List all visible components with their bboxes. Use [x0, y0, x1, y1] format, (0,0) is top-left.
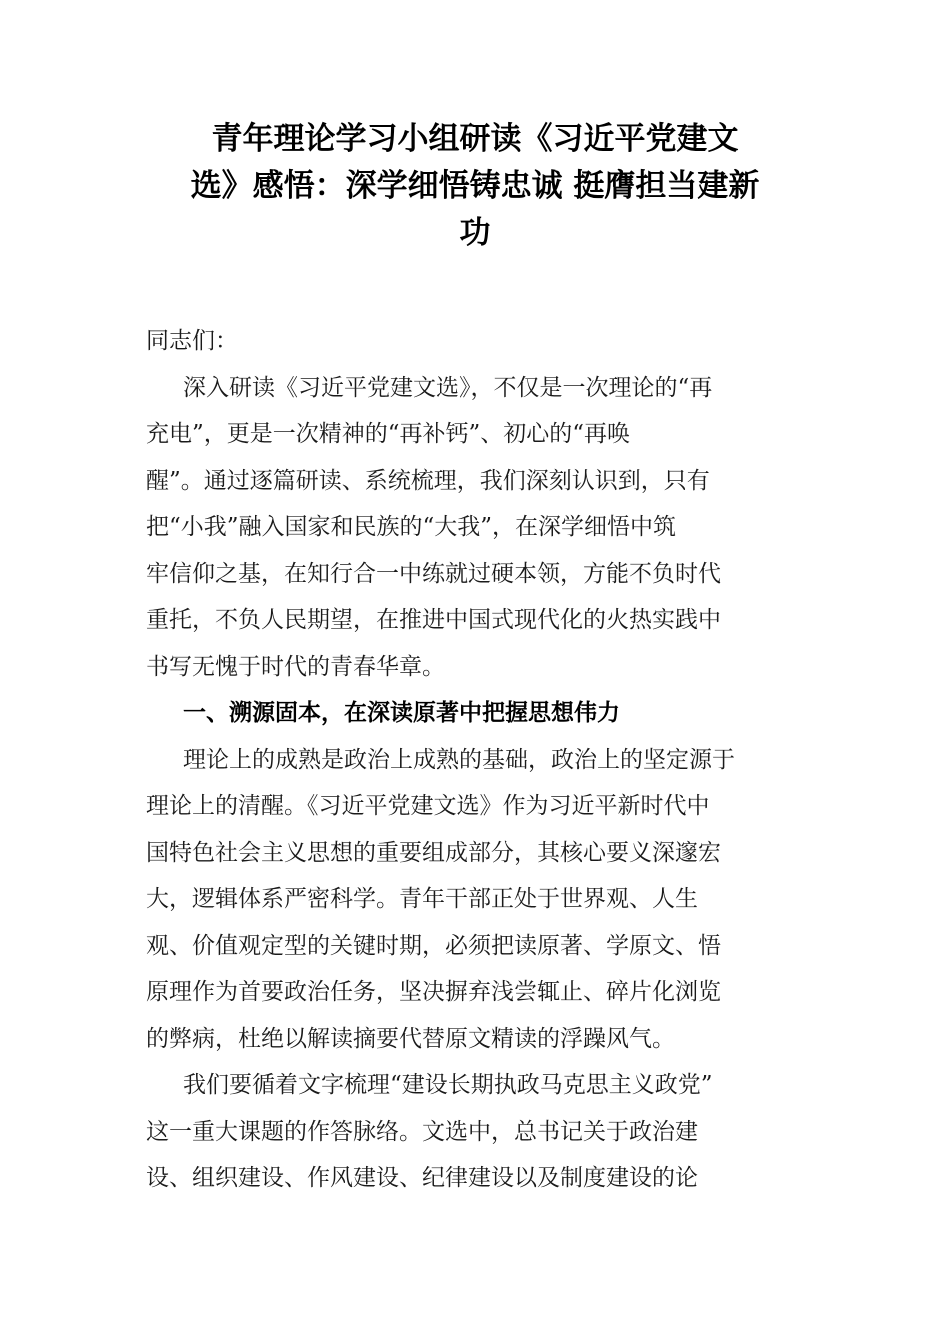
paragraph-line: 牢信仰之基，在知行合一中练就过硬本领，方能不负时代 — [146, 560, 721, 587]
intro-paragraph — [146, 365, 806, 691]
paragraph-line: 书写无愧于时代的青春华章。 — [146, 653, 445, 680]
paragraph-line: 的弊病，杜绝以解读摘要代替原文精读的浮躁风气。 — [146, 1025, 675, 1052]
paragraph-line: 充电”，更是一次精神的“再补钙”、初心的“再唤 — [146, 421, 631, 447]
paragraph-line: 重托，不负人民期望，在推进中国式现代化的火热实践中 — [146, 607, 721, 633]
section1-paragraph-2 — [146, 1062, 806, 1202]
paragraph-line: 深入研读《习近平党建文选》，不仅是一次理论的“再 — [183, 374, 713, 401]
paragraph-line: 这一重大课题的作答脉络。文选中，总书记关于政治建 — [146, 1118, 698, 1145]
paragraph-line: 把“小我”融入国家和民族的“大我”，在深学细悟中筑 — [146, 514, 677, 540]
paragraph-line: 理论上的清醒。《习近平党建文选》作为习近平新时代中 — [146, 793, 710, 819]
paragraph-line: 大，逻辑体系严密科学。青年干部正处于世界观、人生 — [146, 886, 698, 912]
paragraph-line: 醒”。通过逐篇研读、系统梳理，我们深刻认识到，只有 — [146, 467, 710, 494]
title-line: 选》感悟：深学细悟铸忠诚 挺膺担当建新 — [190, 168, 760, 204]
paragraph-line: 我们要循着文字梳理“建设长期执政马克思主义政党” — [183, 1072, 713, 1098]
title-line: 青年理论学习小组研读《习近平党建文 — [211, 121, 739, 157]
section1-paragraph-1 — [146, 737, 806, 1063]
paragraph-line: 理论上的成熟是政治上成熟的基础，政治上的坚定源于 — [183, 746, 735, 773]
salutation: 同志们： — [146, 328, 238, 354]
document-title — [140, 116, 810, 257]
section-heading: 一、溯源固本，在深读原著中把握思想伟力 — [183, 700, 620, 726]
document-body — [146, 318, 806, 1202]
paragraph-line: 设、组织建设、作风建设、纪律建设以及制度建设的论 — [146, 1165, 698, 1191]
paragraph-line: 观、价值观定型的关键时期，必须把读原著、学原文、悟 — [146, 932, 721, 959]
title-line: 功 — [459, 215, 491, 251]
paragraph-line: 原理作为首要政治任务，坚决摒弃浅尝辄止、碎片化浏览 — [146, 979, 721, 1005]
paragraph-line: 国特色社会主义思想的重要组成部分，其核心要义深邃宏 — [146, 839, 721, 866]
